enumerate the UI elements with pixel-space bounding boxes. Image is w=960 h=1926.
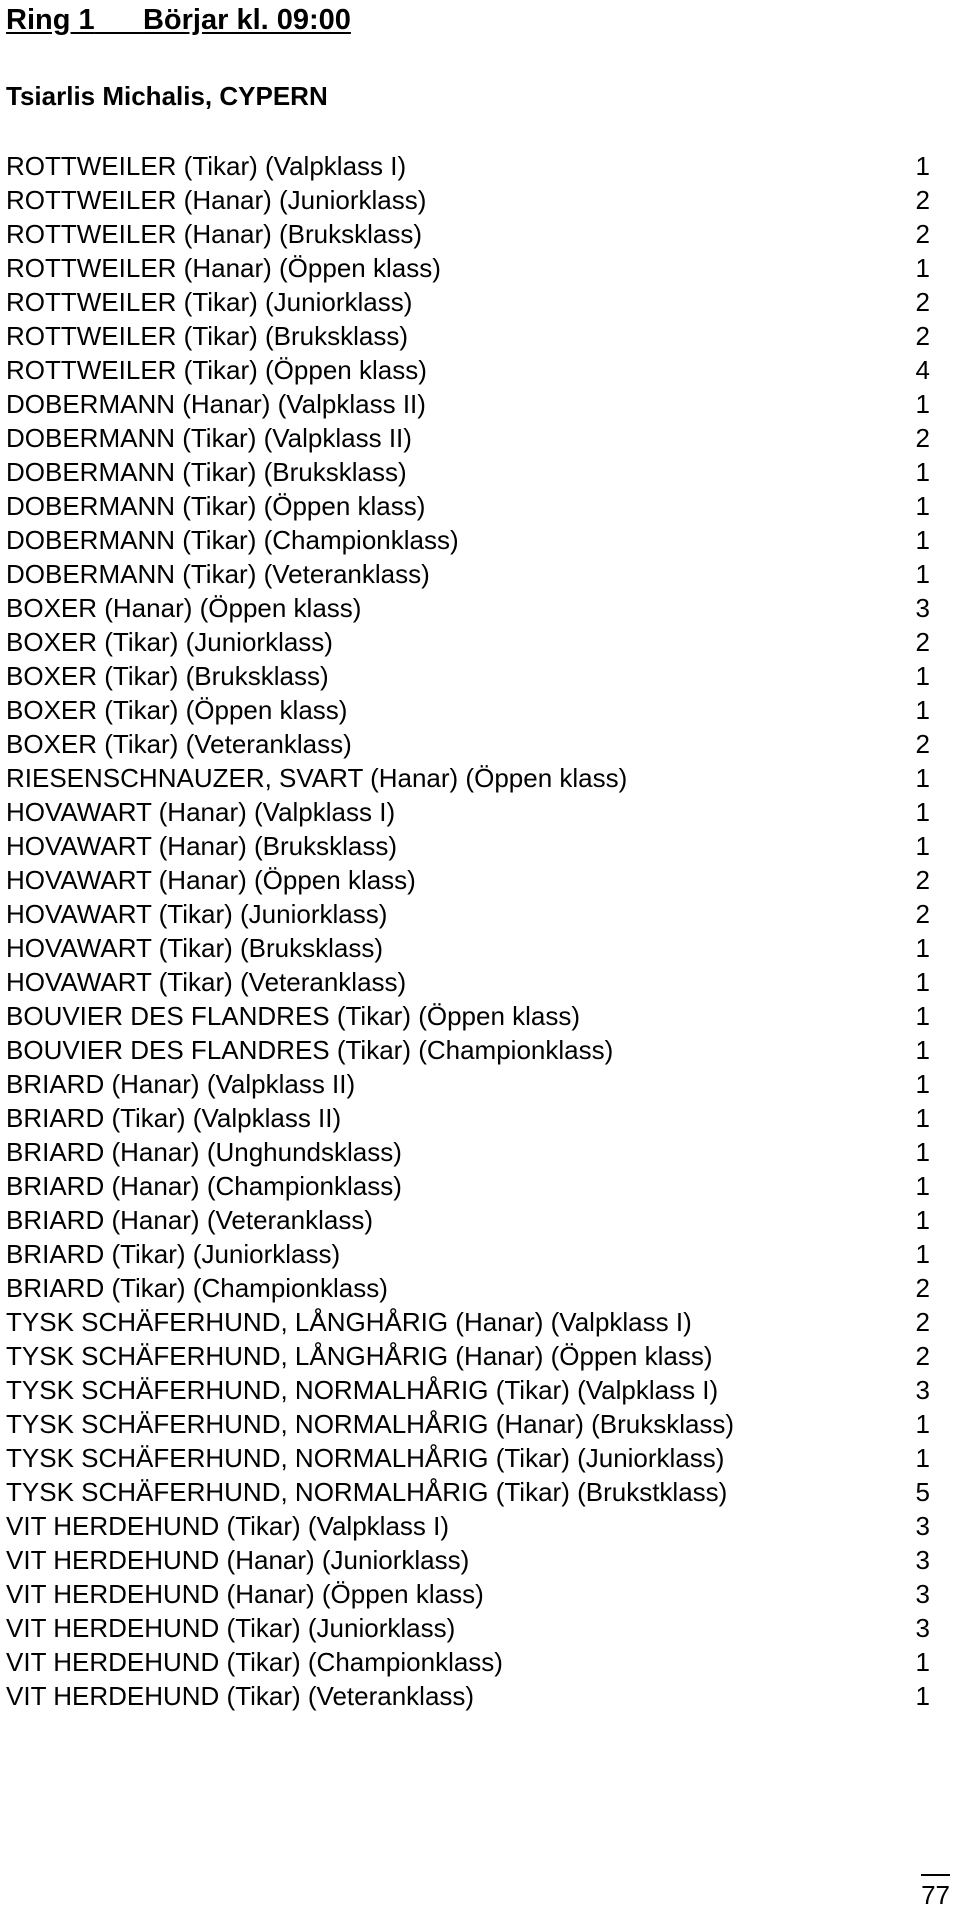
entry-count: 2 (915, 423, 930, 453)
entry-label: DOBERMANN (Hanar) (Valpklass II) (6, 389, 426, 419)
entry-row (6, 1645, 930, 1679)
entry-row (6, 1101, 930, 1135)
entry-count: 1 (915, 1239, 930, 1269)
entry-row (6, 931, 930, 965)
entry-label: VIT HERDEHUND (Tikar) (Juniorklass) (6, 1613, 456, 1643)
entry-label: BRIARD (Hanar) (Veteranklass) (6, 1205, 373, 1235)
entry-label: HOVAWART (Hanar) (Öppen klass) (6, 865, 416, 895)
entry-count: 1 (915, 559, 930, 589)
entry-label: BOUVIER DES FLANDRES (Tikar) (Championklass) (6, 1035, 614, 1065)
entry-label: ROTTWEILER (Tikar) (Öppen klass) (6, 355, 427, 385)
entry-label: TYSK SCHÄFERHUND, LÅNGHÅRIG (Hanar) (Valpklass I) (6, 1307, 692, 1337)
entry-count: 1 (915, 457, 930, 487)
entry-row (6, 489, 930, 523)
entry-count: 1 (915, 797, 930, 827)
entry-row (6, 1203, 930, 1237)
entry-label: BRIARD (Tikar) (Juniorklass) (6, 1239, 341, 1269)
entry-label: BOUVIER DES FLANDRES (Tikar) (Öppen klass) (6, 1001, 581, 1031)
entry-row (6, 319, 930, 353)
entry-row (6, 217, 930, 251)
entry-row (6, 1305, 930, 1339)
entry-row (6, 1339, 930, 1373)
entry-row (6, 1135, 930, 1169)
entry-count: 1 (915, 661, 930, 691)
entry-label: ROTTWEILER (Tikar) (Juniorklass) (6, 287, 413, 317)
entry-count: 2 (915, 865, 930, 895)
entry-label: ROTTWEILER (Hanar) (Bruksklass) (6, 219, 423, 249)
entry-label: ROTTWEILER (Tikar) (Valpklass I) (6, 151, 407, 181)
ring-header (6, 0, 351, 40)
entry-label: BOXER (Tikar) (Öppen klass) (6, 695, 348, 725)
entry-row (6, 1067, 930, 1101)
entry-row (6, 625, 930, 659)
entry-count: 2 (915, 729, 930, 759)
entry-label: VIT HERDEHUND (Hanar) (Juniorklass) (6, 1545, 470, 1575)
entry-count: 3 (915, 1511, 930, 1541)
entry-count: 2 (915, 627, 930, 657)
entry-label: HOVAWART (Hanar) (Valpklass I) (6, 797, 396, 827)
entry-row (6, 1679, 930, 1713)
entry-row (6, 829, 930, 863)
entry-label: DOBERMANN (Tikar) (Bruksklass) (6, 457, 407, 487)
entry-row (6, 1033, 930, 1067)
entry-label: RIESENSCHNAUZER, SVART (Hanar) (Öppen klass) (6, 763, 628, 793)
entry-label: DOBERMANN (Tikar) (Öppen klass) (6, 491, 426, 521)
entry-count: 1 (915, 525, 930, 555)
entry-row (6, 1475, 930, 1509)
entry-label: BRIARD (Tikar) (Valpklass II) (6, 1103, 342, 1133)
entry-count: 2 (915, 1341, 930, 1371)
entry-count: 1 (915, 1001, 930, 1031)
entry-row (6, 727, 930, 761)
entry-label: BOXER (Hanar) (Öppen klass) (6, 593, 362, 623)
entry-count: 1 (915, 831, 930, 861)
entry-count: 2 (915, 185, 930, 215)
entry-label: DOBERMANN (Tikar) (Championklass) (6, 525, 459, 555)
entry-label: TYSK SCHÄFERHUND, NORMALHÅRIG (Tikar) (Valpklass I) (6, 1375, 719, 1405)
entry-label: DOBERMANN (Tikar) (Veteranklass) (6, 559, 430, 589)
start-time: Börjar kl. 09:00 (142, 4, 351, 36)
entry-count: 1 (915, 491, 930, 521)
entry-count: 5 (915, 1477, 930, 1507)
entry-label: HOVAWART (Hanar) (Bruksklass) (6, 831, 398, 861)
entry-label: BRIARD (Hanar) (Unghundsklass) (6, 1137, 402, 1167)
entry-count: 1 (915, 1171, 930, 1201)
entry-row (6, 1509, 930, 1543)
entry-row (6, 285, 930, 319)
entry-row (6, 659, 930, 693)
entry-count: 4 (915, 355, 930, 385)
entry-count: 1 (915, 763, 930, 793)
entry-count: 1 (915, 151, 930, 181)
entry-row (6, 1441, 930, 1475)
entry-row (6, 523, 930, 557)
entry-list (6, 149, 930, 1713)
entry-label: BOXER (Tikar) (Juniorklass) (6, 627, 333, 657)
entry-row (6, 897, 930, 931)
entry-count: 1 (915, 1069, 930, 1099)
entry-label: BRIARD (Hanar) (Championklass) (6, 1171, 402, 1201)
entry-row (6, 1237, 930, 1271)
entry-label: DOBERMANN (Tikar) (Valpklass II) (6, 423, 412, 453)
entry-count: 2 (915, 1273, 930, 1303)
entry-row (6, 1169, 930, 1203)
entry-count: 3 (915, 1579, 930, 1609)
entry-row (6, 1611, 930, 1645)
entry-label: HOVAWART (Tikar) (Veteranklass) (6, 967, 407, 997)
entry-row (6, 149, 930, 183)
entry-label: BOXER (Tikar) (Veteranklass) (6, 729, 352, 759)
entry-count: 1 (915, 389, 930, 419)
entry-row (6, 455, 930, 489)
entry-row (6, 353, 930, 387)
entry-row (6, 863, 930, 897)
entry-row (6, 795, 930, 829)
entry-label: HOVAWART (Tikar) (Bruksklass) (6, 933, 384, 963)
entry-label: HOVAWART (Tikar) (Juniorklass) (6, 899, 388, 929)
entry-row (6, 693, 930, 727)
entry-count: 1 (915, 1103, 930, 1133)
entry-row (6, 421, 930, 455)
entry-count: 1 (915, 695, 930, 725)
entry-count: 2 (915, 1307, 930, 1337)
entry-label: BRIARD (Hanar) (Valpklass II) (6, 1069, 356, 1099)
entry-label: TYSK SCHÄFERHUND, LÅNGHÅRIG (Hanar) (Öppen klass) (6, 1341, 713, 1371)
entry-row (6, 1407, 930, 1441)
entry-label: VIT HERDEHUND (Tikar) (Championklass) (6, 1647, 503, 1677)
entry-count: 2 (915, 899, 930, 929)
entry-count: 2 (915, 321, 930, 351)
entry-count: 3 (915, 1545, 930, 1575)
entry-count: 3 (915, 1375, 930, 1405)
entry-row (6, 387, 930, 421)
entry-row (6, 591, 930, 625)
entry-count: 1 (915, 1681, 930, 1711)
entry-label: ROTTWEILER (Tikar) (Bruksklass) (6, 321, 409, 351)
entry-row (6, 1271, 930, 1305)
entry-row (6, 1577, 930, 1611)
entry-count: 1 (915, 933, 930, 963)
entry-label: TYSK SCHÄFERHUND, NORMALHÅRIG (Tikar) (Juniorklass) (6, 1443, 725, 1473)
judge-name: Tsiarlis Michalis, CYPERN (6, 81, 328, 111)
entry-count: 1 (915, 1409, 930, 1439)
entry-label: ROTTWEILER (Hanar) (Juniorklass) (6, 185, 427, 215)
entry-count: 3 (915, 593, 930, 623)
entry-label: VIT HERDEHUND (Tikar) (Veteranklass) (6, 1681, 475, 1711)
entry-row (6, 1373, 930, 1407)
entry-count: 1 (915, 1137, 930, 1167)
entry-label: TYSK SCHÄFERHUND, NORMALHÅRIG (Hanar) (Bruksklass) (6, 1409, 735, 1439)
entry-count: 1 (915, 1443, 930, 1473)
entry-row (6, 965, 930, 999)
ring-label: Ring 1 (6, 4, 95, 36)
entry-row (6, 557, 930, 591)
entry-count: 1 (915, 1205, 930, 1235)
entry-count: 1 (915, 967, 930, 997)
page-number: 77 (921, 1874, 950, 1912)
entry-count: 1 (915, 1035, 930, 1065)
entry-label: BOXER (Tikar) (Bruksklass) (6, 661, 329, 691)
entry-count: 3 (915, 1613, 930, 1643)
entry-row (6, 999, 930, 1033)
entry-row (6, 1543, 930, 1577)
entry-row (6, 251, 930, 285)
entry-count: 2 (915, 287, 930, 317)
entry-label: TYSK SCHÄFERHUND, NORMALHÅRIG (Tikar) (Brukstklass) (6, 1477, 728, 1507)
entry-row (6, 761, 930, 795)
entry-label: VIT HERDEHUND (Tikar) (Valpklass I) (6, 1511, 450, 1541)
entry-row (6, 183, 930, 217)
entry-label: ROTTWEILER (Hanar) (Öppen klass) (6, 253, 441, 283)
entry-count: 2 (915, 219, 930, 249)
entry-count: 1 (915, 253, 930, 283)
entry-count: 1 (915, 1647, 930, 1677)
entry-label: BRIARD (Tikar) (Championklass) (6, 1273, 388, 1303)
entry-label: VIT HERDEHUND (Hanar) (Öppen klass) (6, 1579, 484, 1609)
